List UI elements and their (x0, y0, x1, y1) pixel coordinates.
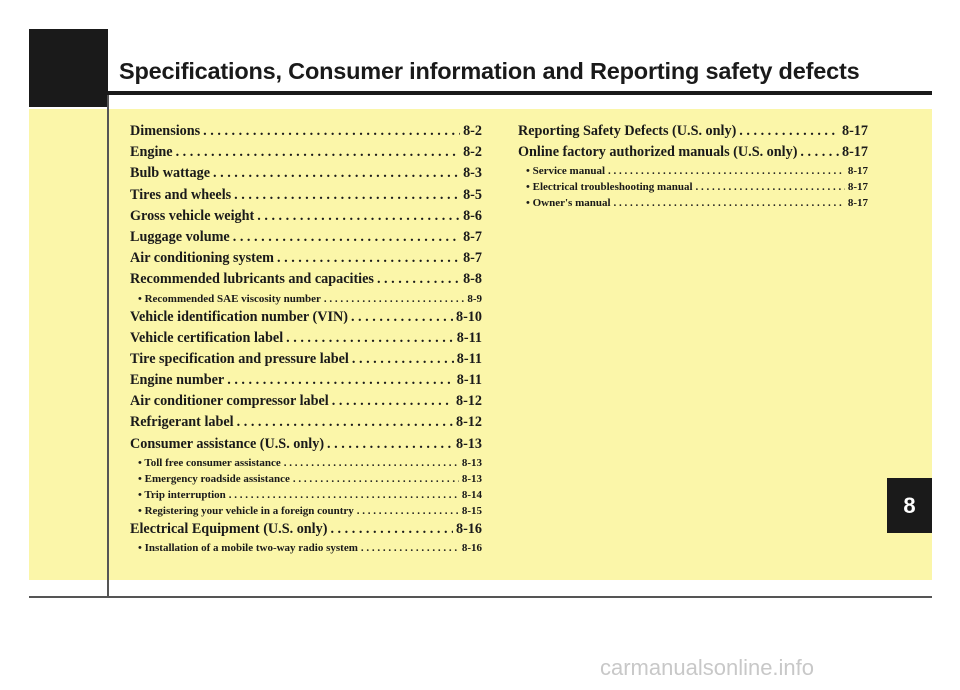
toc-entry-page: 8-17 (847, 197, 868, 210)
toc-entry[interactable] (130, 434, 482, 455)
toc-entry-label: Vehicle certification label (130, 329, 284, 346)
toc-leader-dots (234, 185, 460, 206)
toc-entry-label: Reporting Safety Defects (U.S. only) (518, 123, 737, 139)
toc-leader-dots (227, 370, 454, 391)
toc-entry-page: 8-11 (456, 372, 482, 389)
toc-subentry[interactable] (518, 195, 868, 211)
toc-entry-label: Vehicle identification number (VIN) (130, 308, 348, 325)
toc-entry[interactable] (130, 163, 482, 184)
toc-entry[interactable] (130, 370, 482, 391)
toc-subentry[interactable] (130, 540, 482, 556)
toc-entry-page: 8-7 (463, 228, 482, 245)
toc-subentry[interactable] (518, 179, 868, 195)
toc-entry[interactable] (130, 121, 482, 142)
toc-entry-page: 8-11 (456, 350, 482, 367)
toc-entry[interactable] (130, 391, 482, 412)
toc-entry-label: • Service manual (526, 165, 606, 178)
toc-entry-page: 8-17 (847, 165, 868, 178)
toc-entry[interactable] (130, 227, 482, 248)
toc-entry[interactable] (130, 519, 482, 540)
toc-leader-dots (800, 142, 839, 163)
bottom-horizontal-rule (29, 596, 932, 598)
toc-leader-dots (332, 391, 453, 412)
toc-entry-page: 8-15 (461, 504, 482, 517)
toc-entry-page: 8-5 (463, 186, 482, 203)
toc-entry-page: 8-13 (461, 456, 482, 469)
toc-leader-dots (608, 163, 845, 179)
toc-entry[interactable] (130, 185, 482, 206)
toc-entry-label: Tire specification and pressure label (130, 350, 349, 367)
toc-entry-page: 8-6 (463, 207, 482, 224)
toc-entry-page: 8-16 (461, 542, 482, 554)
toc-leader-dots (361, 540, 459, 556)
toc-entry-label: Consumer assistance (U.S. only) (130, 435, 325, 452)
toc-entry-label: Air conditioner compressor label (130, 393, 329, 410)
toc-entry-label: Dimensions (130, 123, 201, 139)
toc-subentry[interactable] (130, 291, 482, 307)
page-title: Specifications, Consumer information and Reporting safety defects (119, 58, 860, 84)
toc-entry[interactable] (130, 269, 482, 290)
toc-entry[interactable] (130, 328, 482, 349)
toc-entry-label: • Electrical troubleshooting manual (526, 181, 693, 194)
toc-entry-page: 8-7 (463, 250, 482, 267)
toc-entry[interactable] (130, 206, 482, 227)
toc-entry-page: 8-16 (455, 520, 482, 537)
toc-entry-page: 8-12 (455, 393, 482, 410)
toc-entry-page: 8-17 (841, 123, 868, 139)
toc-leader-dots (176, 142, 461, 163)
toc-leader-dots (352, 349, 454, 370)
toc-entry-page: 8-17 (847, 181, 868, 194)
toc-entry[interactable] (518, 142, 868, 163)
toc-entry-label: • Toll free consumer assistance (138, 456, 281, 469)
toc-entry-page: 8-13 (461, 472, 482, 485)
toc-entry-label: Tires and wheels (130, 186, 232, 203)
toc-right-column (518, 121, 868, 211)
toc-leader-dots (739, 121, 839, 142)
toc-leader-dots (377, 269, 460, 290)
toc-entry-page: 8-12 (455, 414, 482, 431)
corner-black-tab (29, 29, 108, 107)
toc-entry-label: • Owner's manual (526, 197, 611, 210)
left-vertical-rule (107, 95, 109, 597)
chapter-number: 8 (903, 492, 916, 518)
toc-entry-label: Online factory authorized manuals (U.S. only) (518, 144, 798, 161)
toc-leader-dots (614, 195, 845, 211)
toc-subentry[interactable] (130, 455, 482, 471)
toc-subentry[interactable] (518, 163, 868, 179)
toc-leader-dots (257, 206, 460, 227)
toc-entry-label: Air conditioning system (130, 250, 274, 267)
toc-entry-page: 8-2 (463, 123, 482, 139)
toc-entry-page: 8-17 (841, 144, 868, 161)
toc-entry-label: Electrical Equipment (U.S. only) (130, 520, 328, 537)
toc-leader-dots (286, 328, 454, 349)
toc-leader-dots (327, 434, 453, 455)
toc-subentry[interactable] (130, 503, 482, 519)
toc-entry-label: • Registering your vehicle in a foreign country (138, 504, 354, 517)
toc-entry-label: Refrigerant label (130, 414, 234, 431)
toc-leader-dots (696, 179, 845, 195)
toc-entry-page: 8-10 (455, 308, 482, 325)
toc-leader-dots (277, 248, 460, 269)
toc-leader-dots (330, 519, 453, 540)
toc-leader-dots (284, 455, 459, 471)
toc-entry-label: Bulb wattage (130, 165, 211, 182)
toc-subentry[interactable] (130, 471, 482, 487)
toc-entry-label: Recommended lubricants and capacities (130, 271, 374, 288)
title-underline (108, 91, 932, 95)
toc-entry-label: • Installation of a mobile two-way radio system (138, 542, 358, 554)
toc-entry[interactable] (518, 121, 868, 142)
toc-entry[interactable] (130, 307, 482, 328)
toc-left-column (130, 121, 482, 556)
toc-leader-dots (293, 471, 459, 487)
toc-entry[interactable] (130, 142, 482, 163)
toc-subentry[interactable] (130, 487, 482, 503)
toc-leader-dots (237, 412, 453, 433)
toc-leader-dots (233, 227, 460, 248)
toc-entry-label: Engine number (130, 372, 225, 389)
toc-entry-page: 8-11 (456, 329, 482, 346)
toc-entry[interactable] (130, 412, 482, 433)
toc-entry-label: • Emergency roadside assistance (138, 472, 290, 485)
toc-leader-dots (324, 291, 464, 307)
toc-entry-page: 8-3 (463, 165, 482, 182)
chapter-tab[interactable] (887, 478, 932, 533)
toc-entry-page: 8-9 (467, 292, 482, 305)
toc-leader-dots (213, 163, 460, 184)
toc-leader-dots (229, 487, 459, 503)
toc-entry-page: 8-14 (461, 488, 482, 501)
toc-entry-label: • Recommended SAE viscosity number (138, 292, 321, 305)
toc-entry-page: 8-2 (463, 144, 482, 161)
toc-entry-label: Gross vehicle weight (130, 207, 255, 224)
toc-leader-dots (357, 503, 459, 519)
toc-leader-dots (203, 121, 460, 142)
toc-entry-label: • Trip interruption (138, 488, 226, 501)
toc-entry-page: 8-8 (463, 271, 482, 288)
toc-leader-dots (351, 307, 453, 328)
toc-entry[interactable] (130, 248, 482, 269)
toc-entry-page: 8-13 (455, 435, 482, 452)
toc-entry-label: Luggage volume (130, 228, 230, 245)
watermark: carmanualsonline.info (600, 655, 815, 680)
toc-entry-label: Engine (130, 144, 173, 161)
toc-entry[interactable] (130, 349, 482, 370)
